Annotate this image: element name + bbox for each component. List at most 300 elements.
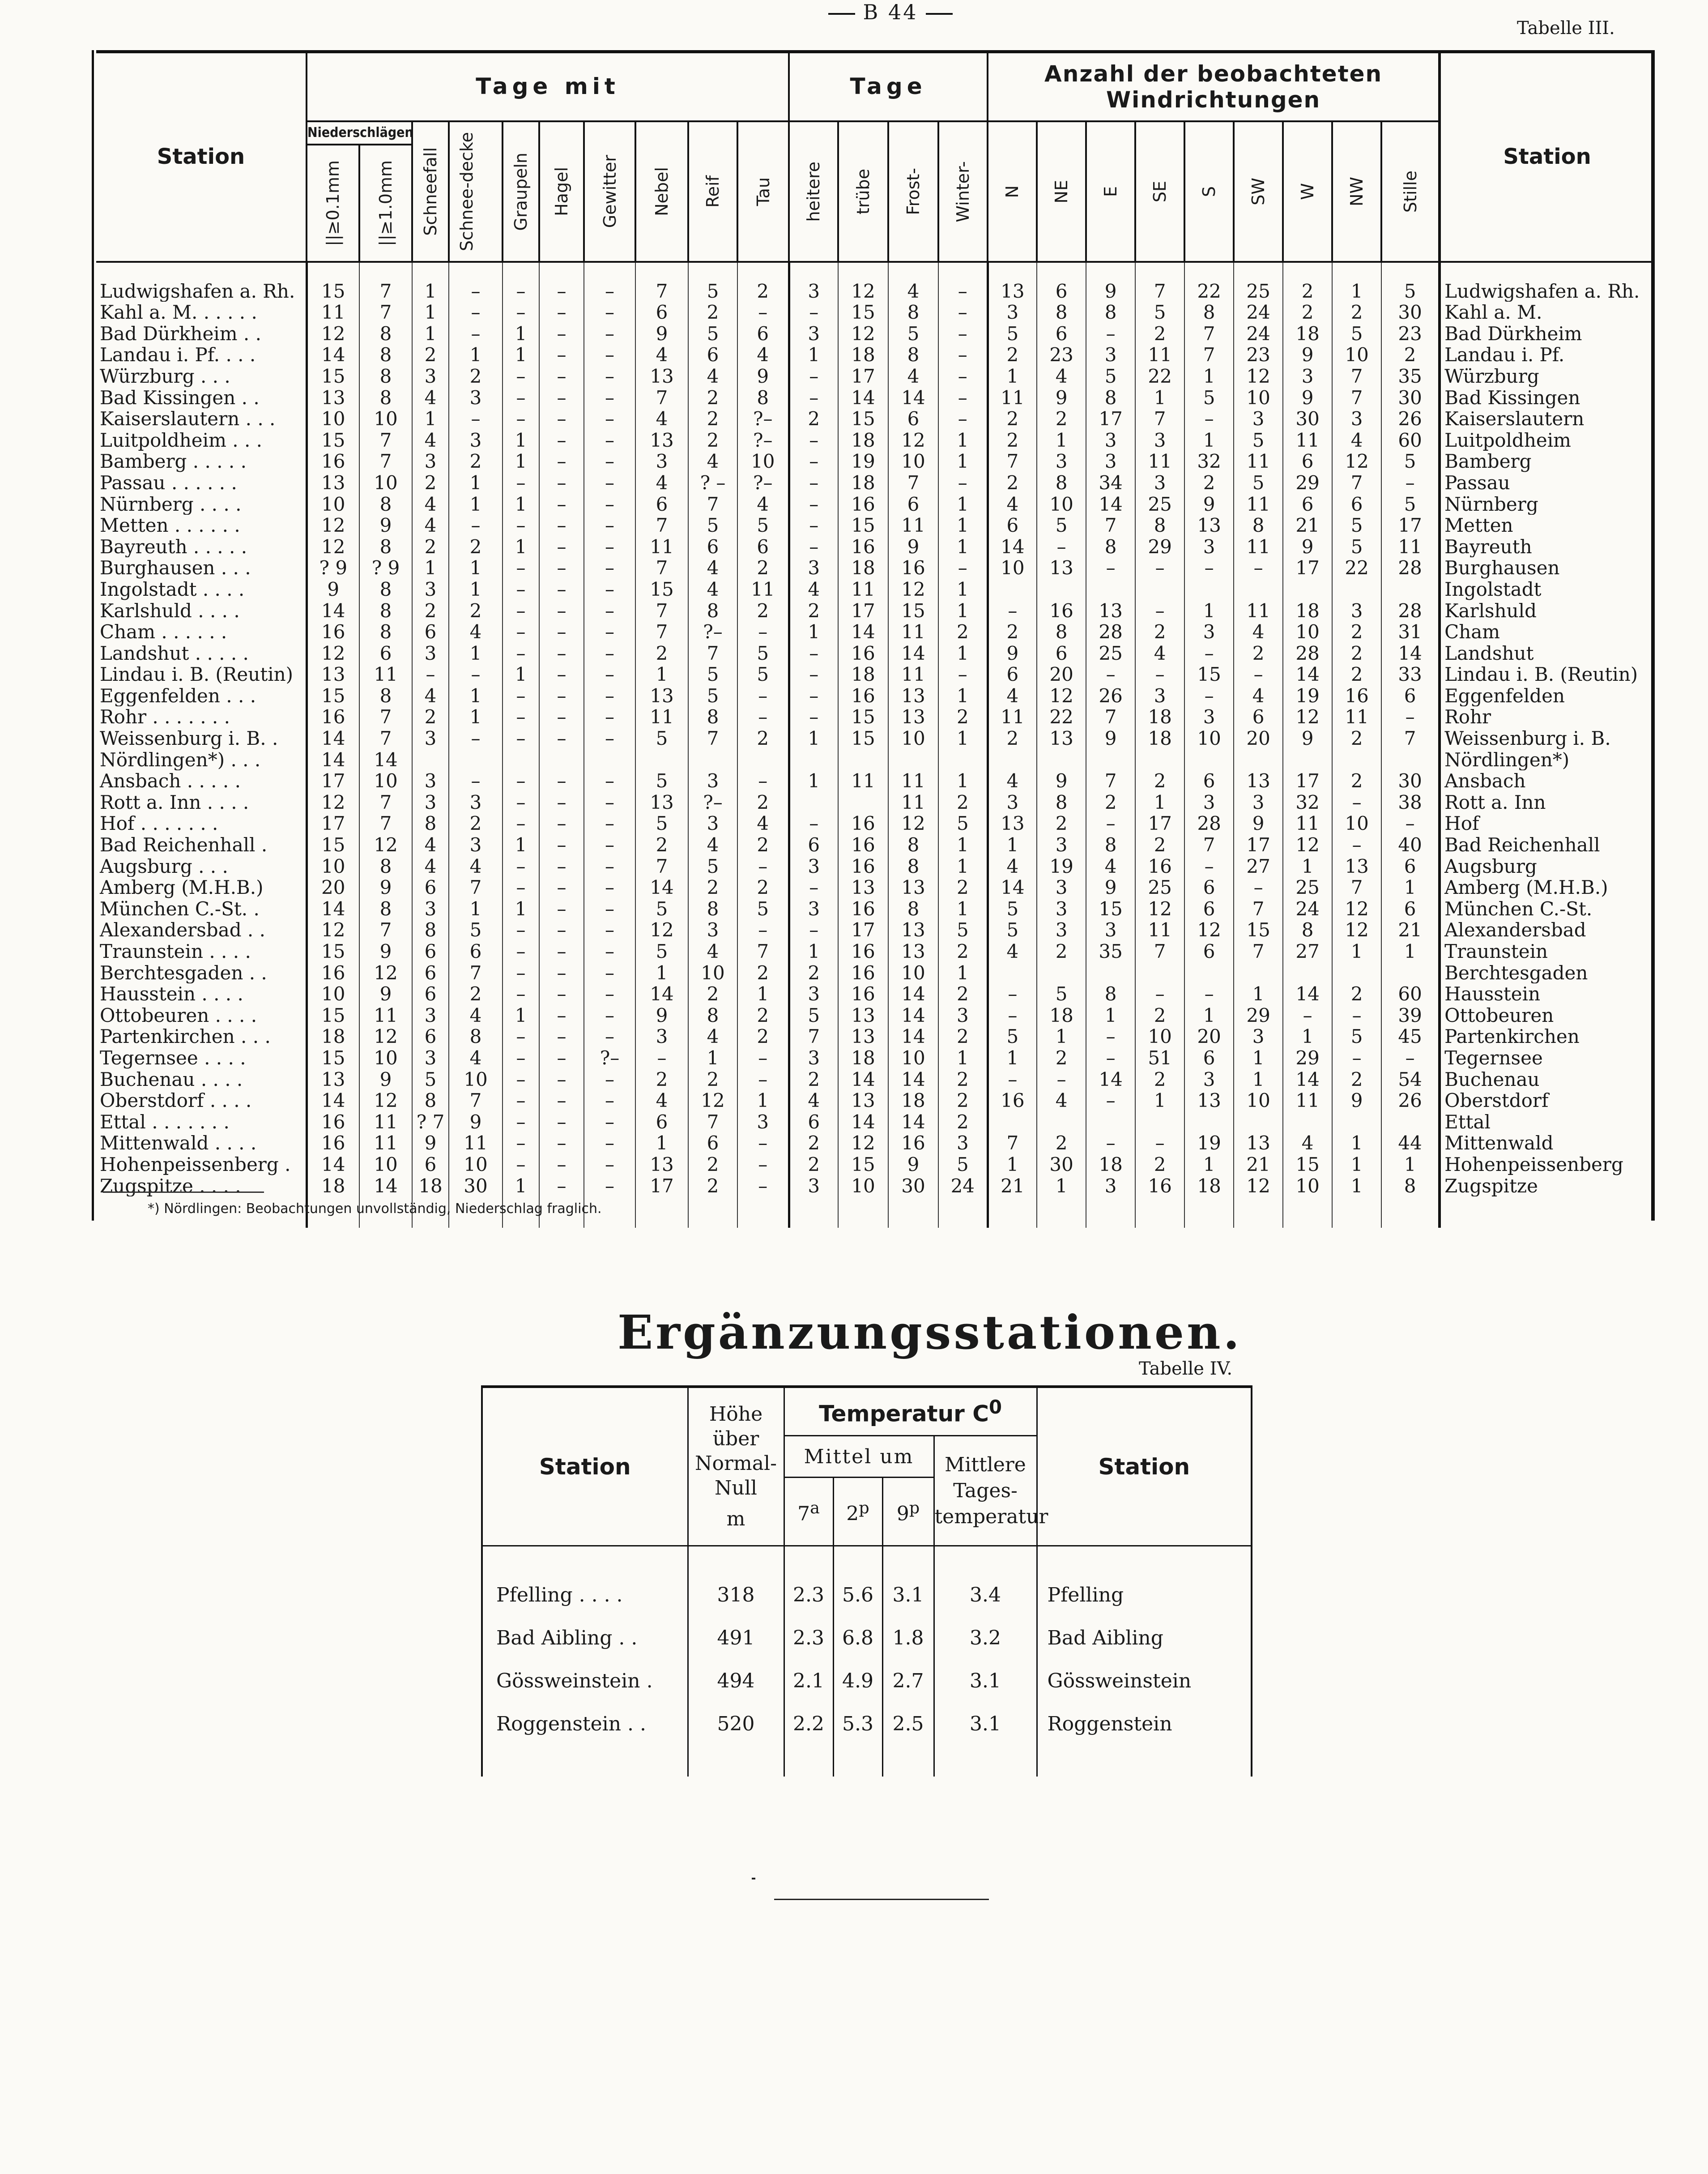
- table-cell: 8: [688, 600, 737, 622]
- table-cell: 25: [1135, 877, 1184, 898]
- table-cell: 10: [1234, 1090, 1283, 1111]
- spacer-cell: [934, 1546, 1037, 1574]
- table-cell: 2: [1332, 664, 1381, 685]
- station-name: Burghausen . . .: [100, 557, 251, 579]
- table-cell: 11: [1234, 536, 1283, 558]
- table-cell: 6: [1381, 898, 1440, 920]
- table-cell: 5: [938, 813, 988, 834]
- table-cell: –: [503, 706, 539, 728]
- table-cell: –: [1086, 557, 1135, 579]
- table-cell: [1184, 962, 1234, 984]
- table-cell: 2: [688, 408, 737, 430]
- table-cell: 3: [938, 1005, 988, 1026]
- table-cell: 3.1: [934, 1702, 1037, 1745]
- station-name-right: Kahl a. M.: [1440, 302, 1653, 323]
- table-cell: 17: [635, 1175, 688, 1197]
- table-cell: 2: [449, 536, 503, 558]
- spacer-cell: [688, 1196, 737, 1228]
- table-cell: 25: [1086, 643, 1135, 664]
- station-name-right: Ansbach: [1440, 770, 1653, 792]
- table-cell: 2: [688, 430, 737, 451]
- table-cell: 5.6: [833, 1573, 882, 1616]
- table-cell: 15: [307, 834, 359, 856]
- table-cell: –: [789, 494, 838, 515]
- table-cell: –: [1184, 685, 1234, 707]
- table-cell: 5: [1381, 281, 1440, 302]
- station-name-right: Kaiserslautern: [1440, 408, 1653, 430]
- table-cell: 2.7: [882, 1659, 934, 1702]
- spacer-cell: [635, 1196, 688, 1228]
- spacer-cell: [1135, 1196, 1184, 1228]
- col-ne: [1037, 121, 1086, 262]
- table-cell: 2: [1283, 281, 1332, 302]
- table-cell: 4: [888, 281, 938, 302]
- footnote-rule: [103, 1192, 264, 1193]
- table-cell: 1: [1037, 1175, 1086, 1197]
- table-cell: 1: [1184, 366, 1234, 387]
- table-cell: 1: [938, 685, 988, 707]
- table-cell: 11: [988, 706, 1037, 728]
- station-name-right: Bad Aibling: [1037, 1616, 1252, 1659]
- table-cell: –: [503, 408, 539, 430]
- table-cell: 7: [1184, 834, 1234, 856]
- table-cell: 3: [412, 451, 449, 472]
- table-cell: [539, 749, 584, 771]
- table-cell: –: [1184, 557, 1234, 579]
- table-cell: 11: [635, 536, 688, 558]
- table-cell: [1381, 962, 1440, 984]
- table-cell: 16: [1135, 1175, 1184, 1197]
- table-cell: 16: [838, 962, 888, 984]
- table-cell: 16: [307, 962, 359, 984]
- table-row: [96, 621, 1653, 643]
- table-cell: 5: [688, 664, 737, 685]
- table-cell: 4: [412, 387, 449, 409]
- table-cell: 21: [1283, 515, 1332, 536]
- table-cell: –: [584, 472, 635, 494]
- table4-head: [482, 1387, 1252, 1546]
- table-cell: –: [1332, 834, 1381, 856]
- table-cell: –: [449, 281, 503, 302]
- table-cell: –: [539, 536, 584, 558]
- table-cell: 8: [1086, 387, 1135, 409]
- table-cell: [1135, 1111, 1184, 1133]
- table-cell: 21: [1234, 1154, 1283, 1175]
- table-cell: –: [584, 792, 635, 813]
- table-cell: [1037, 962, 1086, 984]
- table-cell: 3: [1332, 600, 1381, 622]
- table-cell: 1: [938, 770, 988, 792]
- table-cell: 12: [359, 1026, 412, 1047]
- table-cell: 7: [359, 706, 412, 728]
- table-cell: [988, 1111, 1037, 1133]
- table-cell: 15: [307, 1047, 359, 1069]
- table-cell: 11: [888, 770, 938, 792]
- table-cell: 11: [1234, 494, 1283, 515]
- table-row: [96, 770, 1653, 792]
- table-cell: 15: [1234, 919, 1283, 941]
- table-cell: ? 9: [359, 557, 412, 579]
- table-cell: 3: [789, 1175, 838, 1197]
- station-name: Augsburg . . .: [100, 855, 228, 877]
- table-cell: 2: [938, 1026, 988, 1047]
- table-cell: 1: [449, 472, 503, 494]
- table-cell: 4: [688, 1026, 737, 1047]
- table-cell: –: [539, 962, 584, 984]
- spacer-cell: [1184, 262, 1234, 281]
- table-cell: 18: [1184, 1175, 1234, 1197]
- table-cell: 8: [1037, 792, 1086, 813]
- table-cell: 13: [888, 877, 938, 898]
- table-cell: –: [503, 792, 539, 813]
- table-row: [96, 643, 1653, 664]
- table-cell: 8: [359, 366, 412, 387]
- table-cell: 14: [888, 1069, 938, 1090]
- table-cell: 15: [838, 1154, 888, 1175]
- table-cell: 11: [1283, 1090, 1332, 1111]
- table-cell: 8: [888, 856, 938, 877]
- table-cell: –: [503, 1090, 539, 1111]
- table4-station-header-right: Station: [1037, 1387, 1252, 1546]
- table-cell: 11: [359, 664, 412, 685]
- col-nw: [1332, 121, 1381, 262]
- table-cell: 7: [1086, 515, 1135, 536]
- table-cell: 14: [1283, 664, 1332, 685]
- table-cell: 14: [359, 749, 412, 771]
- table-cell: 28: [1381, 557, 1440, 579]
- table-cell: [1135, 962, 1184, 984]
- station-name-right: Hof: [1440, 813, 1653, 834]
- table-cell: 9: [359, 877, 412, 898]
- table-cell: 1: [1135, 387, 1184, 409]
- table-cell: –: [584, 494, 635, 515]
- table-row: [96, 898, 1653, 920]
- station-name-right: Gössweinstein: [1037, 1659, 1252, 1702]
- table-cell: 6: [412, 877, 449, 898]
- table-cell: 2.3: [784, 1616, 833, 1659]
- table-cell: 1: [449, 706, 503, 728]
- table-cell: 8: [1283, 919, 1332, 941]
- table-cell: 15: [838, 515, 888, 536]
- table-cell: 16: [307, 451, 359, 472]
- table-cell: 13: [635, 792, 688, 813]
- table-cell: 12: [1332, 451, 1381, 472]
- table-cell: [1234, 579, 1283, 600]
- table-cell: –: [503, 919, 539, 941]
- table-cell: 30: [888, 1175, 938, 1197]
- table-cell: 4: [1234, 621, 1283, 643]
- table3: [96, 50, 1653, 1228]
- table-cell: 14: [307, 898, 359, 920]
- table-cell: 7: [737, 941, 789, 962]
- table-cell: 18: [838, 557, 888, 579]
- spacer-cell: [688, 1745, 784, 1777]
- station-name-right: Partenkirchen: [1440, 1026, 1653, 1047]
- table-cell: 5: [1332, 1026, 1381, 1047]
- table-cell: –: [539, 430, 584, 451]
- table4: [481, 1385, 1252, 1777]
- table-cell: 14: [838, 387, 888, 409]
- table-cell: 23: [1381, 323, 1440, 345]
- table-cell: 12: [359, 962, 412, 984]
- table-cell: 9: [1086, 877, 1135, 898]
- table-cell: 21: [988, 1175, 1037, 1197]
- table-cell: 2: [449, 366, 503, 387]
- station-name: Gössweinstein .: [496, 1669, 653, 1692]
- table-cell: 3: [412, 1005, 449, 1026]
- table-cell: 10: [307, 983, 359, 1005]
- table-cell: 19: [1184, 1132, 1234, 1154]
- table-cell: 2: [449, 813, 503, 834]
- table-cell: –: [539, 664, 584, 685]
- table-cell: 1: [635, 962, 688, 984]
- table-cell: –: [539, 856, 584, 877]
- table-cell: –: [1086, 1132, 1135, 1154]
- table-cell: 6: [1184, 898, 1234, 920]
- table-cell: 8: [412, 919, 449, 941]
- table-cell: 8: [359, 494, 412, 515]
- table-cell: 8: [1086, 302, 1135, 323]
- table-cell: 1: [737, 1090, 789, 1111]
- table-cell: –: [539, 1090, 584, 1111]
- station-name-right: Metten: [1440, 515, 1653, 536]
- table-cell: 2.3: [784, 1573, 833, 1616]
- table-cell: 1: [737, 983, 789, 1005]
- table-cell: [1332, 579, 1381, 600]
- table-cell: 2: [1135, 323, 1184, 345]
- table-cell: 7: [359, 728, 412, 749]
- table-cell: 17: [1234, 834, 1283, 856]
- table-cell: 3: [789, 898, 838, 920]
- table-cell: 13: [635, 1154, 688, 1175]
- table-cell: 7: [1135, 941, 1184, 962]
- table-cell: 26: [1381, 408, 1440, 430]
- table-row: [96, 877, 1653, 898]
- table-cell: 2: [789, 962, 838, 984]
- spacer-cell: [1234, 1196, 1283, 1228]
- table-cell: 1: [1332, 1175, 1381, 1197]
- table-cell: [1135, 579, 1184, 600]
- table-cell: 6: [688, 344, 737, 366]
- table-cell: 11: [1381, 536, 1440, 558]
- table-cell: 1: [503, 834, 539, 856]
- table-cell: –: [539, 579, 584, 600]
- table-cell: 11: [988, 387, 1037, 409]
- table-cell: 6: [1037, 643, 1086, 664]
- table-cell: 20: [1234, 728, 1283, 749]
- table-cell: 18: [1086, 1154, 1135, 1175]
- table-cell: 4: [988, 770, 1037, 792]
- table-cell: 16: [888, 1132, 938, 1154]
- table-cell: –: [1332, 1005, 1381, 1026]
- table-cell: –: [539, 1175, 584, 1197]
- table-cell: –: [1135, 664, 1184, 685]
- table-row: [96, 579, 1653, 600]
- table-cell: –: [539, 600, 584, 622]
- spacer-cell: [1283, 1196, 1332, 1228]
- table-cell: 9: [737, 366, 789, 387]
- table-cell: –: [789, 472, 838, 494]
- table-cell: 8: [1234, 515, 1283, 536]
- station-name: Lindau i. B. (Reutin): [100, 664, 294, 685]
- table-cell: 1: [1332, 1132, 1381, 1154]
- table-cell: 1: [938, 1047, 988, 1069]
- table-cell: –: [584, 877, 635, 898]
- col-stille: [1381, 121, 1440, 262]
- table-cell: 18: [838, 344, 888, 366]
- table-row: [96, 962, 1653, 984]
- table-row: [96, 344, 1653, 366]
- table-cell: 14: [307, 1090, 359, 1111]
- table-row: [96, 302, 1653, 323]
- table-cell: [1086, 749, 1135, 771]
- table-cell: 3: [1332, 408, 1381, 430]
- table-cell: 3: [1184, 621, 1234, 643]
- table-cell: 5: [737, 898, 789, 920]
- table-cell: 10: [888, 962, 938, 984]
- table-cell: 14: [635, 983, 688, 1005]
- table-cell: 7: [1332, 387, 1381, 409]
- table-cell: 13: [635, 430, 688, 451]
- tage-header: Tage: [789, 52, 988, 122]
- table-cell: 5: [988, 323, 1037, 345]
- spacer-cell: [888, 262, 938, 281]
- table-cell: 12: [1135, 898, 1184, 920]
- table-cell: 12: [307, 323, 359, 345]
- table-cell: 3: [412, 728, 449, 749]
- table-cell: 15: [838, 706, 888, 728]
- table-cell: [503, 749, 539, 771]
- table-cell: 8: [1037, 621, 1086, 643]
- table-cell: –: [584, 706, 635, 728]
- table-cell: 1: [789, 344, 838, 366]
- spacer-cell: [1086, 1196, 1135, 1228]
- spacer-cell: [1037, 1745, 1252, 1777]
- table-cell: 2: [688, 302, 737, 323]
- table-row: [96, 515, 1653, 536]
- station-name: Hausstein . . . .: [100, 983, 243, 1005]
- table-cell: 2: [938, 1090, 988, 1111]
- table-cell: 8: [888, 898, 938, 920]
- table-cell: 18: [1283, 323, 1332, 345]
- col-schneedecke-label: Schnee-decke: [457, 132, 477, 251]
- table-cell: 3: [1037, 898, 1086, 920]
- spacer-cell: [1234, 262, 1283, 281]
- table-cell: –: [539, 408, 584, 430]
- table-cell: –: [737, 770, 789, 792]
- station-name: Ingolstadt . . . .: [100, 578, 245, 600]
- table-cell: 32: [1184, 451, 1234, 472]
- table4-body: [482, 1546, 1252, 1777]
- station-name-right: Bad Kissingen: [1440, 387, 1653, 409]
- table-cell: 5: [635, 898, 688, 920]
- table-cell: 2: [1332, 621, 1381, 643]
- table-cell: 1: [449, 557, 503, 579]
- table-cell: –: [503, 472, 539, 494]
- table-cell: [1086, 579, 1135, 600]
- table-cell: –: [584, 430, 635, 451]
- table-cell: 3: [412, 792, 449, 813]
- table-cell: 15: [888, 600, 938, 622]
- table-cell: 12: [1184, 919, 1234, 941]
- table-cell: 3: [1037, 919, 1086, 941]
- table-cell: 17: [1086, 408, 1135, 430]
- table-cell: 2: [688, 1069, 737, 1090]
- table-cell: 5: [635, 770, 688, 792]
- table-cell: 3: [449, 387, 503, 409]
- table-cell: 6: [1037, 323, 1086, 345]
- table-cell: 4: [1086, 856, 1135, 877]
- table-cell: 8: [359, 898, 412, 920]
- table-row: [96, 834, 1653, 856]
- table-cell: –: [584, 1154, 635, 1175]
- table-cell: 13: [307, 387, 359, 409]
- table-cell: 2: [938, 706, 988, 728]
- table-cell: 4: [988, 494, 1037, 515]
- table-cell: 2: [1332, 983, 1381, 1005]
- table-cell: 2: [988, 430, 1037, 451]
- col-s: [1184, 121, 1234, 262]
- table-cell: 14: [888, 1111, 938, 1133]
- table-cell: 24: [1234, 323, 1283, 345]
- table-cell: 18: [307, 1026, 359, 1047]
- table-cell: [1135, 749, 1184, 771]
- table-cell: 8: [1086, 834, 1135, 856]
- station-name-right: Nördlingen*): [1440, 749, 1653, 771]
- table-cell: 2: [1086, 792, 1135, 813]
- table-cell: 3: [1037, 877, 1086, 898]
- table-cell: 3: [1086, 451, 1135, 472]
- table-cell: –: [584, 962, 635, 984]
- table-cell: 18: [838, 430, 888, 451]
- table-cell: 1: [449, 643, 503, 664]
- table-cell: 14: [888, 1005, 938, 1026]
- table-cell: 2.5: [882, 1702, 934, 1745]
- table-cell: [737, 749, 789, 771]
- col-nw-label: NW: [1347, 176, 1367, 206]
- table-cell: [1184, 579, 1234, 600]
- table-cell: 3: [1234, 792, 1283, 813]
- table-cell: 11: [1332, 706, 1381, 728]
- table-cell: 11: [1283, 813, 1332, 834]
- table-cell: –: [539, 919, 584, 941]
- table-cell: 17: [307, 770, 359, 792]
- table-cell: –: [1086, 1026, 1135, 1047]
- table-cell: 10: [359, 472, 412, 494]
- table-cell: 4: [412, 685, 449, 707]
- table-cell: 60: [1381, 983, 1440, 1005]
- hoehe-line3: Normal-: [695, 1452, 777, 1475]
- table-cell: 7: [1332, 472, 1381, 494]
- table-cell: 6: [888, 408, 938, 430]
- table-cell: 1: [449, 344, 503, 366]
- table-cell: 2: [789, 600, 838, 622]
- table-cell: 5: [412, 1069, 449, 1090]
- table-cell: 8: [359, 387, 412, 409]
- table-cell: 10: [1037, 494, 1086, 515]
- table-cell: –: [584, 834, 635, 856]
- table-cell: 1: [412, 557, 449, 579]
- station-name: Ansbach . . . . .: [100, 770, 241, 792]
- table-cell: 9: [1283, 536, 1332, 558]
- table-cell: –: [938, 366, 988, 387]
- table-cell: 2: [938, 1111, 988, 1133]
- table-cell: 10: [888, 728, 938, 749]
- station-name: Landau i. Pf. . . .: [100, 344, 256, 366]
- table-cell: 15: [838, 302, 888, 323]
- table-cell: 10: [888, 451, 938, 472]
- table-cell: –: [412, 664, 449, 685]
